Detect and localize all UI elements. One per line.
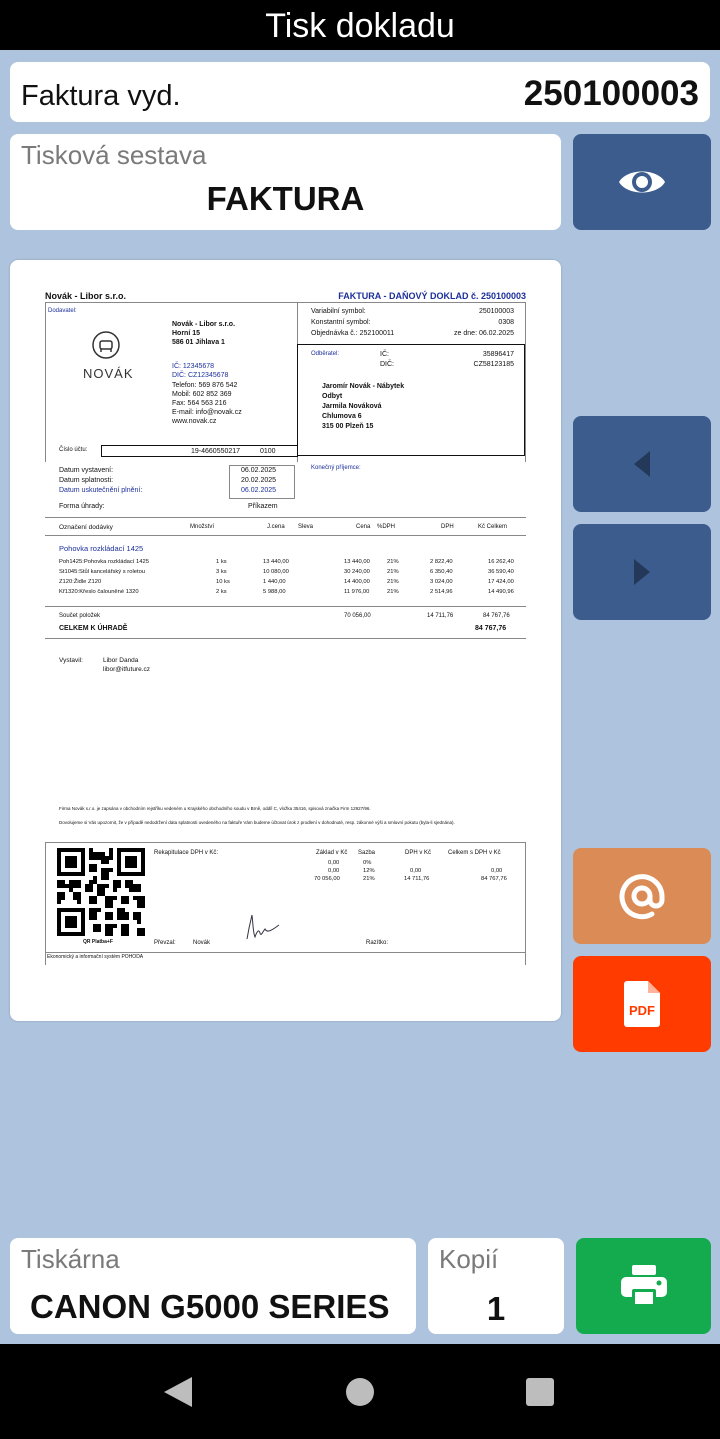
row-unit: 10 080,00 — [263, 569, 289, 575]
row-price: 30 240,00 — [344, 569, 370, 575]
recap-base: 0,00 — [328, 860, 340, 866]
home-icon[interactable] — [345, 1377, 375, 1407]
signature-icon — [243, 913, 283, 943]
printer-caption: Tiskárna — [21, 1244, 120, 1274]
recap-col-total: Celkem s DPH v Kč — [448, 850, 501, 856]
issue-date-label: Datum vystavení: — [59, 467, 114, 474]
email-button[interactable] — [573, 848, 711, 944]
recap-total: 84 767,76 — [481, 876, 507, 882]
app-title: Tisk dokladu — [0, 0, 720, 50]
system-nav-bar — [0, 1344, 720, 1439]
row-name: Kř1320:Křeslo čalouněné 1320 — [59, 589, 139, 595]
final-recipient-label: Konečný příjemce: — [311, 465, 361, 471]
received-label: Převzal: — [154, 940, 176, 946]
copies-value: 1 — [486, 1290, 506, 1327]
company-logo-text: NOVÁK — [83, 366, 134, 381]
interest-note: Dovolujeme si Vás upozornit, že v případě nedodržení data splatnosti uvedeného na faktuře Vám budeme účtovat úrok z prodlení v dohodnuté, resp. zákonné výši a smluvní pokutu (byla-li sjednána). — [59, 820, 455, 825]
total-value: 84 767,76 — [475, 625, 507, 632]
const-symbol-label: Konstantní symbol: — [311, 319, 371, 326]
printer-selector[interactable] — [10, 1238, 416, 1334]
supplier-fax: Fax: 564 563 216 — [172, 400, 227, 407]
row-qty: 10 ks — [216, 579, 230, 585]
col-discount: Sleva — [298, 524, 314, 530]
printer-value: CANON G5000 SERIES — [30, 1288, 390, 1325]
next-page-button[interactable] — [573, 524, 711, 620]
recap-col-base: Základ v Kč — [316, 850, 348, 856]
received-name: Novák — [193, 940, 211, 946]
report-value: FAKTURA — [206, 180, 365, 217]
bank-code: 0100 — [260, 448, 276, 455]
recap-base: 0,00 — [328, 868, 340, 874]
supplier-dic: DIČ: CZ12345678 — [172, 372, 229, 379]
copies-caption: Kopií — [439, 1244, 499, 1274]
recents-icon[interactable] — [525, 1377, 555, 1407]
print-button[interactable] — [576, 1238, 711, 1334]
payment-label: Forma úhrady: — [59, 503, 105, 510]
qr-code-icon — [57, 848, 145, 936]
supplier-label: Dodavatel: — [48, 308, 77, 314]
row-qty: 2 ks — [216, 589, 227, 595]
supplier-mobile: Mobil: 602 852 369 — [172, 391, 232, 398]
issued-by-email: libor@itfuture.cz — [103, 666, 151, 673]
order-label: Objednávka č.: 252100011 — [311, 330, 395, 337]
col-vat-rate: %DPH — [377, 524, 396, 530]
invoice-title: FAKTURA - DAŇOVÝ DOKLAD č. 250100003 — [338, 291, 526, 301]
recap-total: 0,00 — [491, 868, 503, 874]
row-price: 11 976,00 — [344, 589, 370, 595]
stamp-label: Razítko: — [366, 940, 389, 946]
recap-base: 70 056,00 — [314, 876, 340, 882]
report-selector[interactable] — [10, 134, 561, 230]
row-vat: 2 514,96 — [430, 589, 453, 595]
sum-label: Součet položek — [59, 613, 101, 619]
col-price: Cena — [356, 524, 371, 530]
row-name: Poh1425:Pohovka rozkládací 1425 — [59, 559, 149, 565]
row-vat-rate: 21% — [387, 579, 399, 585]
invoice-footer: Ekonomický a informační systém POHODA — [47, 954, 144, 960]
tax-date: 06.02.2025 — [241, 487, 277, 494]
payment-value: Příkazem — [248, 503, 278, 510]
preview-button[interactable] — [573, 134, 711, 230]
row-name: Z120:Židle Z120 — [59, 579, 102, 585]
sum-price: 70 056,00 — [344, 613, 371, 619]
invoice-page — [45, 288, 526, 965]
supplier-city: 586 01 Jihlava 1 — [172, 339, 225, 346]
row-total: 17 424,00 — [488, 579, 514, 585]
legal-note: Firma Novák s.r.o. je zapsána v obchodním rejstříku vedeném u Krajského obchodního soudu v Brně, oddíl C, vložka 35416, spisová značka Firm 12927/96. — [59, 806, 371, 811]
recap-label: Rekapitulace DPH v Kč: — [154, 850, 219, 856]
row-total: 14 490,96 — [488, 589, 514, 595]
at-icon — [618, 872, 666, 920]
total-label: CELKEM K ÚHRADĚ — [59, 625, 128, 632]
order-date: ze dne: 06.02.2025 — [454, 330, 514, 337]
previous-page-button[interactable] — [573, 416, 711, 512]
due-date: 20.02.2025 — [241, 477, 277, 484]
row-unit: 13 440,00 — [263, 559, 289, 565]
issued-by-label: Vystavil: — [59, 657, 83, 664]
row-qty: 1 ks — [216, 559, 227, 565]
customer-name: Jaromír Novák - Nábytek — [322, 383, 405, 390]
col-qty: Množství — [190, 524, 215, 530]
supplier-ic: IČ: 12345678 — [172, 363, 215, 370]
const-symbol: 0308 — [498, 319, 514, 326]
var-symbol: 250100003 — [478, 308, 514, 315]
recap-col-vat: DPH v Kč — [405, 850, 432, 856]
customer-street: Chlumova 6 — [322, 413, 362, 420]
document-number: 250100003 — [523, 74, 699, 113]
recap-vat: 0,00 — [410, 868, 422, 874]
customer-person: Jarmila Nováková — [322, 403, 382, 410]
company-logo-icon — [91, 330, 121, 360]
row-vat: 3 024,00 — [430, 579, 453, 585]
customer-label: Odběratel: — [311, 351, 340, 357]
row-vat-rate: 21% — [387, 589, 399, 595]
customer-dic: CZ58123185 — [473, 361, 514, 368]
supplier-street: Horní 15 — [172, 330, 201, 337]
document-card — [10, 62, 710, 122]
col-unit: J.cena — [267, 524, 285, 530]
var-symbol-label: Variabilní symbol: — [311, 308, 366, 315]
supplier-web: www.novak.cz — [172, 418, 217, 425]
col-total: Kč Celkem — [478, 524, 508, 530]
row-total: 36 590,40 — [488, 569, 514, 575]
document-type-label: Faktura vyd. — [21, 80, 181, 112]
row-vat-rate: 21% — [387, 569, 399, 575]
row-price: 13 440,00 — [344, 559, 370, 565]
supplier-phone: Telefon: 569 876 542 — [172, 382, 238, 389]
col-item: Označení dodávky — [59, 524, 113, 531]
copies-field[interactable] — [428, 1238, 564, 1334]
customer-dept: Odbyt — [322, 393, 343, 400]
pdf-button[interactable] — [573, 956, 711, 1052]
recap-rate: 21% — [363, 876, 375, 882]
row-vat: 2 822,40 — [430, 559, 453, 565]
customer-city: 315 00 Plzeň 15 — [322, 423, 374, 430]
issue-date: 06.02.2025 — [241, 467, 277, 474]
recap-col-rate: Sazba — [358, 850, 376, 856]
pdf-file-icon — [624, 981, 660, 1027]
row-vat: 6 350,40 — [430, 569, 453, 575]
customer-dic-label: DIČ: — [380, 361, 394, 368]
svg-text:PDF: PDF — [629, 1003, 655, 1018]
account-label: Číslo účtu: — [59, 447, 88, 453]
back-icon[interactable] — [162, 1375, 194, 1409]
chevron-right-icon — [632, 557, 652, 587]
customer-ic: 35896417 — [482, 351, 514, 358]
row-vat-rate: 21% — [387, 559, 399, 565]
due-date-label: Datum splatnosti: — [59, 477, 114, 484]
group-title: Pohovka rozkládací 1425 — [59, 544, 144, 553]
row-unit: 5 988,00 — [263, 589, 286, 595]
issued-by-name: Libor Danda — [103, 657, 139, 664]
eye-icon — [617, 164, 667, 200]
document-preview[interactable] — [10, 260, 561, 1021]
row-name: St1045:Stůl kancelářský s roletou — [59, 569, 146, 575]
row-qty: 3 ks — [216, 569, 227, 575]
supplier-email: E-mail: info@novak.cz — [172, 409, 242, 416]
row-unit: 1 440,00 — [263, 579, 286, 585]
col-vat: DPH — [441, 524, 454, 530]
invoice-company: Novák - Libor s.r.o. — [45, 291, 127, 301]
customer-ic-label: IČ: — [380, 351, 389, 358]
recap-rate: 12% — [363, 868, 375, 874]
row-price: 14 400,00 — [344, 579, 370, 585]
sum-total: 84 767,76 — [483, 613, 510, 619]
tax-date-label: Datum uskutečnění plnění: — [59, 487, 143, 494]
sum-vat: 14 711,76 — [427, 613, 454, 619]
chevron-left-icon — [632, 449, 652, 479]
recap-rate: 0% — [363, 860, 372, 866]
row-total: 16 262,40 — [488, 559, 514, 565]
recap-vat: 14 711,76 — [404, 876, 430, 882]
qr-label: QR Platba+F — [83, 939, 113, 945]
printer-icon — [621, 1265, 667, 1307]
supplier-name: Novák - Libor s.r.o. — [172, 321, 236, 328]
report-caption: Tisková sestava — [21, 140, 207, 170]
account-number: 19-4660550217 — [191, 448, 241, 455]
